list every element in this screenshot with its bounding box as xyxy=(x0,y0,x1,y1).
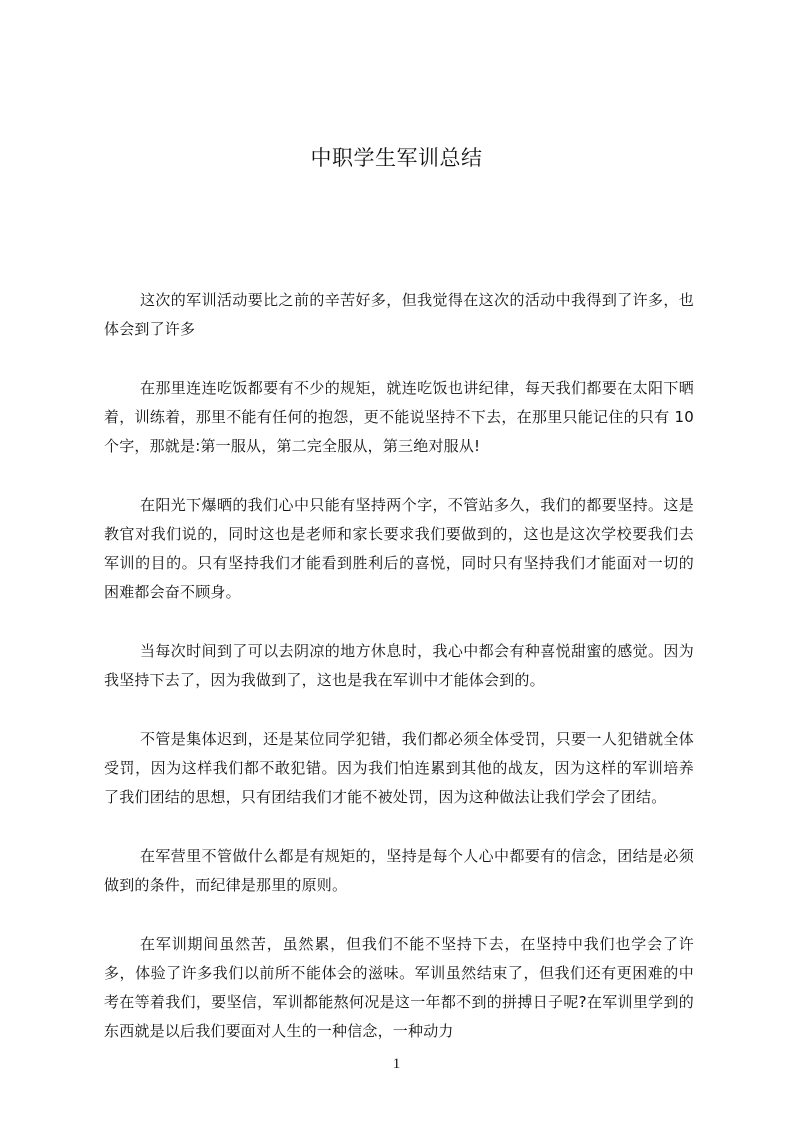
paragraph: 在阳光下爆晒的我们心中只能有坚持两个字，不管站多久，我们的都要坚持。这是教官对我们说的，同时这也是老师和家长要求我们要做到的，这也是这次学校要我们去军训的目的。只有坚持我们才能看到胜利后的喜悦，同时只有坚持我们才能面对一切的困难都会奋不顾身。 xyxy=(104,496,694,601)
paragraph: 在军训期间虽然苦，虽然累，但我们不能不坚持下去，在坚持中我们也学会了许多，体验了许多我们以前所不能体会的滋味。军训虽然结束了，但我们还有更困难的中考在等着我们，要坚信，军训都能熬何况是这一年都不到的拼搏日子呢?在军训里学到的东西就是以后我们要面对人生的一种信念，一种动力 xyxy=(104,935,694,1040)
paragraph: 不管是集体迟到，还是某位同学犯错，我们都必须全体受罚，只要一人犯错就全体受罚，因为这样我们都不敢犯错。因为我们怕连累到其他的战友，因为这样的军训培养了我们团结的思想，只有团结我们才能不被处罚，因为这种做法让我们学会了团结。 xyxy=(104,730,694,806)
document-title: 中职学生军训总结 xyxy=(310,146,483,170)
paragraph: 在那里连连吃饭都要有不少的规矩，就连吃饭也讲纪律，每天我们都要在太阳下晒着，训练着，那里不能有任何的抱怨，更不能说坚持不下去，在那里只能记住的只有 10 个字，那就是:第一服从，第二完全服从，第三绝对服从! xyxy=(104,379,694,455)
paragraph: 在军营里不管做什么都是有规矩的，坚持是每个人心中都要有的信念，团结是必须做到的条件，而纪律是那里的原则。 xyxy=(104,847,694,894)
document-body xyxy=(104,286,694,1076)
page-number: 1 xyxy=(392,1056,401,1072)
paragraph: 当每次时间到了可以去阴凉的地方休息时，我心中都会有种喜悦甜蜜的感觉。因为我坚持下去了，因为我做到了，这也是我在军训中才能体会到的。 xyxy=(104,642,694,689)
paragraph: 这次的军训活动要比之前的辛苦好多，但我觉得在这次的活动中我得到了许多，也体会到了许多 xyxy=(104,291,694,338)
